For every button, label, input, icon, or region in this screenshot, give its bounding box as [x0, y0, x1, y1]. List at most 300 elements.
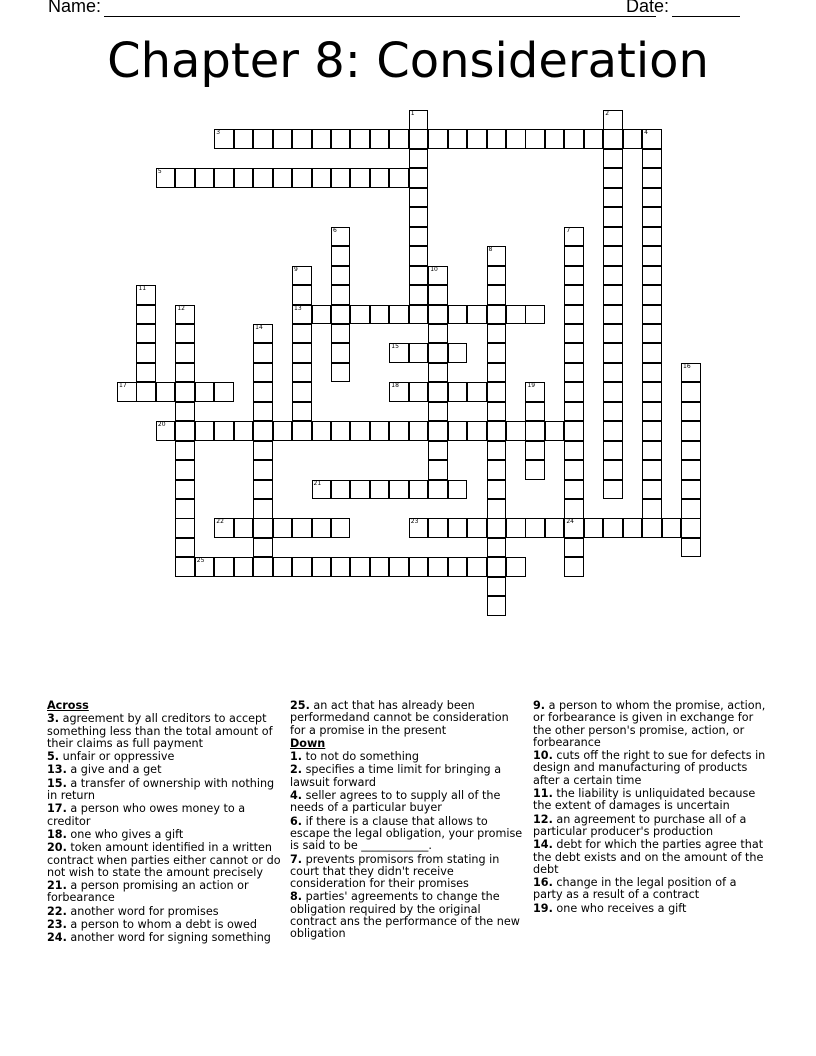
grid-cell[interactable] — [253, 129, 273, 149]
clue-text: debt for which the parties agree that the debt exists and on the amount of the debt — [533, 838, 764, 876]
grid-cell[interactable] — [331, 285, 351, 305]
grid-cell[interactable] — [292, 343, 312, 363]
grid-cell[interactable] — [603, 285, 623, 305]
grid-cell[interactable] — [409, 421, 429, 441]
grid-cell[interactable] — [603, 168, 623, 188]
grid-cell[interactable] — [564, 246, 584, 266]
grid-cell[interactable] — [292, 285, 312, 305]
grid-cell[interactable] — [545, 421, 565, 441]
grid-cell[interactable] — [175, 305, 195, 325]
grid-cell[interactable] — [292, 402, 312, 422]
grid-cell[interactable] — [214, 168, 234, 188]
clue-item — [47, 829, 283, 841]
grid-cell[interactable] — [467, 129, 487, 149]
grid-cell[interactable] — [331, 266, 351, 286]
grid-cell[interactable] — [603, 305, 623, 325]
grid-cell[interactable] — [195, 382, 215, 402]
grid-cell[interactable] — [428, 129, 448, 149]
grid-cell[interactable] — [545, 518, 565, 538]
grid-cell[interactable] — [487, 305, 507, 325]
grid-cell[interactable] — [389, 421, 409, 441]
grid-cell[interactable] — [428, 266, 448, 286]
grid-cell[interactable] — [428, 343, 448, 363]
grid-cell[interactable] — [292, 129, 312, 149]
grid-cell[interactable] — [409, 227, 429, 247]
grid-cell[interactable] — [234, 518, 254, 538]
grid-cell[interactable] — [487, 324, 507, 344]
grid-cell[interactable] — [448, 480, 468, 500]
grid-cell[interactable] — [273, 421, 293, 441]
grid-cell[interactable] — [642, 168, 662, 188]
grid-cell[interactable] — [584, 518, 604, 538]
clue-text: a transfer of ownership with nothing in return — [47, 776, 275, 803]
grid-cell[interactable] — [642, 382, 662, 402]
grid-cell[interactable] — [175, 480, 195, 500]
grid-cell[interactable] — [525, 305, 545, 325]
grid-cell[interactable] — [603, 363, 623, 383]
grid-cell[interactable] — [331, 363, 351, 383]
grid-cell[interactable] — [234, 557, 254, 577]
grid-cell[interactable] — [370, 480, 390, 500]
clue-number: 3. — [47, 712, 60, 726]
grid-cell[interactable] — [234, 421, 254, 441]
grid-cell[interactable] — [467, 421, 487, 441]
grid-cell[interactable] — [292, 266, 312, 286]
grid-cell[interactable] — [350, 168, 370, 188]
grid-cell[interactable] — [331, 168, 351, 188]
grid-cell[interactable] — [487, 480, 507, 500]
clue-text: another word for signing something — [66, 931, 271, 945]
grid-cell[interactable] — [409, 149, 429, 169]
grid-cell[interactable] — [253, 499, 273, 519]
grid-cell[interactable] — [487, 402, 507, 422]
grid-cell[interactable] — [370, 305, 390, 325]
grid-cell[interactable] — [487, 518, 507, 538]
grid-cell[interactable] — [312, 168, 332, 188]
grid-cell[interactable] — [312, 129, 332, 149]
grid-cell[interactable] — [175, 460, 195, 480]
grid-cell[interactable] — [487, 246, 507, 266]
grid-cell[interactable] — [642, 324, 662, 344]
grid-cell[interactable] — [136, 343, 156, 363]
grid-cell[interactable] — [603, 421, 623, 441]
grid-cell[interactable] — [564, 129, 584, 149]
grid-cell[interactable] — [642, 266, 662, 286]
cell-number: 20 — [157, 421, 166, 429]
grid-cell[interactable] — [312, 480, 332, 500]
grid-cell[interactable] — [681, 499, 701, 519]
clue-item — [47, 880, 283, 905]
grid-cell[interactable] — [312, 305, 332, 325]
grid-cell[interactable] — [389, 129, 409, 149]
grid-cell[interactable] — [467, 305, 487, 325]
grid-cell[interactable] — [350, 480, 370, 500]
grid-cell[interactable] — [428, 441, 448, 461]
grid-cell[interactable] — [234, 129, 254, 149]
grid-cell[interactable] — [506, 421, 526, 441]
grid-cell[interactable] — [331, 305, 351, 325]
grid-cell[interactable] — [564, 499, 584, 519]
grid-cell[interactable] — [428, 285, 448, 305]
grid-cell[interactable] — [428, 402, 448, 422]
grid-cell[interactable] — [525, 460, 545, 480]
grid-cell[interactable] — [273, 168, 293, 188]
grid-cell[interactable] — [642, 305, 662, 325]
grid-cell[interactable] — [448, 382, 468, 402]
grid-cell[interactable] — [253, 538, 273, 558]
clue-number: 18. — [47, 827, 67, 841]
grid-cell[interactable] — [525, 129, 545, 149]
grid-cell[interactable] — [506, 129, 526, 149]
grid-cell[interactable] — [603, 266, 623, 286]
grid-cell[interactable] — [681, 518, 701, 538]
grid-cell[interactable] — [175, 343, 195, 363]
grid-cell[interactable] — [662, 518, 682, 538]
grid-cell[interactable] — [331, 227, 351, 247]
grid-cell[interactable] — [564, 324, 584, 344]
grid-cell[interactable] — [681, 538, 701, 558]
grid-cell[interactable] — [525, 421, 545, 441]
grid-cell[interactable] — [253, 363, 273, 383]
grid-cell[interactable] — [545, 129, 565, 149]
grid-cell[interactable] — [564, 266, 584, 286]
grid-cell[interactable] — [525, 382, 545, 402]
grid-cell[interactable] — [603, 460, 623, 480]
grid-cell[interactable] — [292, 421, 312, 441]
grid-cell[interactable] — [136, 382, 156, 402]
grid-cell[interactable] — [428, 518, 448, 538]
cell-number: 2 — [605, 110, 610, 117]
grid-cell[interactable] — [370, 168, 390, 188]
grid-cell[interactable] — [525, 518, 545, 538]
grid-cell[interactable] — [409, 557, 429, 577]
grid-cell[interactable] — [564, 382, 584, 402]
grid-cell[interactable] — [564, 538, 584, 558]
grid-cell[interactable] — [603, 518, 623, 538]
grid-cell[interactable] — [428, 305, 448, 325]
grid-cell[interactable] — [409, 305, 429, 325]
cell-number: 16 — [683, 362, 691, 370]
clue-text: another word for promises — [66, 904, 219, 918]
grid-cell[interactable] — [214, 557, 234, 577]
grid-cell[interactable] — [642, 421, 662, 441]
clue-number: 9. — [533, 699, 546, 712]
grid-cell[interactable] — [584, 129, 604, 149]
grid-cell[interactable] — [253, 480, 273, 500]
grid-cell[interactable] — [564, 343, 584, 363]
grid-cell[interactable] — [292, 363, 312, 383]
grid-cell[interactable] — [175, 363, 195, 383]
cell-number: 18 — [391, 382, 399, 390]
grid-cell[interactable] — [175, 499, 195, 519]
grid-cell[interactable] — [389, 382, 409, 402]
grid-cell[interactable] — [370, 421, 390, 441]
grid-cell[interactable] — [331, 129, 351, 149]
cell-number: 21 — [313, 479, 322, 487]
grid-cell[interactable] — [409, 246, 429, 266]
grid-cell[interactable] — [564, 305, 584, 325]
grid-cell[interactable] — [292, 557, 312, 577]
grid-cell[interactable] — [156, 168, 176, 188]
grid-cell[interactable] — [312, 421, 332, 441]
grid-cell[interactable] — [642, 441, 662, 461]
grid-cell[interactable] — [409, 518, 429, 538]
grid-cell[interactable] — [292, 382, 312, 402]
grid-cell[interactable] — [156, 421, 176, 441]
clue-number: 16. — [533, 876, 553, 890]
grid-cell[interactable] — [642, 129, 662, 149]
grid-cell[interactable] — [487, 421, 507, 441]
grid-cell[interactable] — [175, 557, 195, 577]
grid-cell[interactable] — [603, 129, 623, 149]
grid-cell[interactable] — [603, 110, 623, 130]
cell-number: 4 — [644, 129, 648, 137]
clue-number: 10. — [533, 749, 553, 763]
grid-cell[interactable] — [448, 421, 468, 441]
grid-cell[interactable] — [292, 305, 312, 325]
clue-item — [533, 903, 769, 915]
grid-cell[interactable] — [642, 149, 662, 169]
grid-cell[interactable] — [389, 305, 409, 325]
grid-cell[interactable] — [681, 460, 701, 480]
grid-cell[interactable] — [564, 402, 584, 422]
grid-cell[interactable] — [409, 110, 429, 130]
grid-cell[interactable] — [253, 168, 273, 188]
cell-number: 11 — [138, 285, 147, 293]
grid-cell[interactable] — [487, 441, 507, 461]
grid-cell[interactable] — [331, 246, 351, 266]
grid-cell[interactable] — [409, 343, 429, 363]
grid-cell[interactable] — [506, 305, 526, 325]
grid-cell[interactable] — [564, 441, 584, 461]
grid-cell[interactable] — [681, 402, 701, 422]
grid-cell[interactable] — [409, 168, 429, 188]
grid-cell[interactable] — [642, 518, 662, 538]
grid-cell[interactable] — [623, 518, 643, 538]
grid-cell[interactable] — [603, 324, 623, 344]
grid-cell[interactable] — [292, 324, 312, 344]
grid-cell[interactable] — [487, 343, 507, 363]
grid-cell[interactable] — [428, 480, 448, 500]
grid-cell[interactable] — [214, 518, 234, 538]
grid-cell[interactable] — [409, 382, 429, 402]
grid-cell[interactable] — [603, 188, 623, 208]
grid-cell[interactable] — [214, 382, 234, 402]
grid-cell[interactable] — [642, 460, 662, 480]
grid-cell[interactable] — [175, 421, 195, 441]
grid-cell[interactable] — [350, 129, 370, 149]
grid-cell[interactable] — [273, 557, 293, 577]
grid-cell[interactable] — [603, 382, 623, 402]
grid-cell[interactable] — [642, 227, 662, 247]
grid-cell[interactable] — [409, 207, 429, 227]
grid-cell[interactable] — [448, 129, 468, 149]
grid-cell[interactable] — [312, 518, 332, 538]
clue-text: a give and a get — [66, 763, 162, 777]
grid-cell[interactable] — [331, 343, 351, 363]
grid-cell[interactable] — [467, 518, 487, 538]
grid-cell[interactable] — [487, 596, 507, 616]
grid-cell[interactable] — [603, 246, 623, 266]
grid-cell[interactable] — [117, 382, 137, 402]
grid-cell[interactable] — [487, 557, 507, 577]
grid-cell[interactable] — [487, 129, 507, 149]
grid-cell[interactable] — [448, 557, 468, 577]
cell-number: 10 — [430, 265, 438, 273]
grid-cell[interactable] — [564, 285, 584, 305]
grid-cell[interactable] — [253, 343, 273, 363]
clue-text: change in the legal position of a party as a result of a contract — [533, 876, 737, 902]
grid-cell[interactable] — [681, 382, 701, 402]
grid-cell[interactable] — [448, 518, 468, 538]
grid-cell[interactable] — [175, 538, 195, 558]
grid-cell[interactable] — [642, 402, 662, 422]
grid-cell[interactable] — [409, 480, 429, 500]
grid-cell[interactable] — [331, 557, 351, 577]
grid-cell[interactable] — [564, 363, 584, 383]
clue-text: parties' agreements to change the obligation required by the original contract ans the performance of the new obligation — [290, 890, 520, 941]
grid-cell[interactable] — [681, 480, 701, 500]
grid-cell[interactable] — [253, 518, 273, 538]
grid-cell[interactable] — [156, 382, 176, 402]
grid-cell[interactable] — [487, 538, 507, 558]
grid-cell[interactable] — [350, 305, 370, 325]
grid-cell[interactable] — [603, 402, 623, 422]
grid-cell[interactable] — [253, 460, 273, 480]
grid-cell[interactable] — [312, 557, 332, 577]
grid-cell[interactable] — [409, 188, 429, 208]
grid-cell[interactable] — [175, 168, 195, 188]
grid-cell[interactable] — [642, 343, 662, 363]
grid-cell[interactable] — [525, 441, 545, 461]
grid-cell[interactable] — [448, 305, 468, 325]
grid-cell[interactable] — [603, 441, 623, 461]
grid-cell[interactable] — [136, 305, 156, 325]
clue-text: if there is a clause that allows to escape the legal obligation, your promise is said to be ____________. — [290, 814, 523, 853]
grid-cell[interactable] — [175, 441, 195, 461]
grid-cell[interactable] — [642, 285, 662, 305]
grid-cell[interactable] — [331, 421, 351, 441]
grid-cell[interactable] — [681, 363, 701, 383]
grid-cell[interactable] — [467, 382, 487, 402]
grid-cell[interactable] — [525, 402, 545, 422]
grid-cell[interactable] — [253, 441, 273, 461]
grid-cell[interactable] — [467, 557, 487, 577]
grid-cell[interactable] — [273, 518, 293, 538]
grid-cell[interactable] — [253, 557, 273, 577]
grid-cell[interactable] — [136, 363, 156, 383]
grid-cell[interactable] — [253, 421, 273, 441]
grid-cell[interactable] — [623, 129, 643, 149]
grid-cell[interactable] — [175, 382, 195, 402]
grid-cell[interactable] — [642, 363, 662, 383]
grid-cell[interactable] — [487, 382, 507, 402]
grid-cell[interactable] — [642, 480, 662, 500]
clue-item — [290, 891, 526, 940]
grid-cell[interactable] — [428, 324, 448, 344]
grid-cell[interactable] — [564, 421, 584, 441]
grid-cell[interactable] — [409, 285, 429, 305]
grid-cell[interactable] — [389, 168, 409, 188]
grid-cell[interactable] — [292, 518, 312, 538]
grid-cell[interactable] — [487, 460, 507, 480]
grid-cell[interactable] — [370, 129, 390, 149]
grid-cell[interactable] — [409, 266, 429, 286]
grid-cell[interactable] — [350, 557, 370, 577]
grid-cell[interactable] — [506, 557, 526, 577]
grid-cell[interactable] — [564, 480, 584, 500]
grid-cell[interactable] — [487, 363, 507, 383]
grid-cell[interactable] — [389, 480, 409, 500]
grid-cell[interactable] — [214, 421, 234, 441]
grid-cell[interactable] — [370, 557, 390, 577]
grid-cell[interactable] — [487, 266, 507, 286]
grid-cell[interactable] — [175, 518, 195, 538]
grid-cell[interactable] — [389, 343, 409, 363]
grid-cell[interactable] — [564, 557, 584, 577]
grid-cell[interactable] — [428, 460, 448, 480]
cell-number: 12 — [177, 304, 185, 312]
grid-cell[interactable] — [428, 382, 448, 402]
grid-cell[interactable] — [409, 129, 429, 149]
grid-cell[interactable] — [603, 149, 623, 169]
grid-cell[interactable] — [273, 129, 293, 149]
grid-cell[interactable] — [642, 188, 662, 208]
grid-cell[interactable] — [331, 480, 351, 500]
grid-cell[interactable] — [642, 207, 662, 227]
grid-cell[interactable] — [195, 421, 215, 441]
grid-cell[interactable] — [603, 227, 623, 247]
grid-cell[interactable] — [564, 227, 584, 247]
grid-cell[interactable] — [487, 285, 507, 305]
grid-cell[interactable] — [564, 518, 584, 538]
grid-cell[interactable] — [603, 207, 623, 227]
grid-cell[interactable] — [136, 324, 156, 344]
grid-cell[interactable] — [681, 441, 701, 461]
grid-cell[interactable] — [195, 557, 215, 577]
grid-cell[interactable] — [331, 324, 351, 344]
grid-cell[interactable] — [428, 421, 448, 441]
grid-cell[interactable] — [564, 460, 584, 480]
grid-cell[interactable] — [292, 168, 312, 188]
grid-cell[interactable] — [195, 168, 215, 188]
grid-cell[interactable] — [603, 343, 623, 363]
grid-cell[interactable] — [603, 480, 623, 500]
grid-cell[interactable] — [234, 168, 254, 188]
grid-cell[interactable] — [350, 421, 370, 441]
grid-cell[interactable] — [175, 324, 195, 344]
grid-cell[interactable] — [175, 402, 195, 422]
grid-cell[interactable] — [487, 499, 507, 519]
grid-cell[interactable] — [681, 421, 701, 441]
grid-cell[interactable] — [448, 343, 468, 363]
grid-cell[interactable] — [136, 285, 156, 305]
grid-cell[interactable] — [428, 363, 448, 383]
grid-cell[interactable] — [253, 324, 273, 344]
grid-cell[interactable] — [389, 557, 409, 577]
grid-cell[interactable] — [331, 518, 351, 538]
grid-cell[interactable] — [487, 577, 507, 597]
grid-cell[interactable] — [642, 246, 662, 266]
grid-cell[interactable] — [428, 557, 448, 577]
grid-cell[interactable] — [642, 499, 662, 519]
grid-cell[interactable] — [506, 518, 526, 538]
grid-cell[interactable] — [214, 129, 234, 149]
grid-cell[interactable] — [253, 382, 273, 402]
clue-text: a person who owes money to a creditor — [47, 802, 246, 828]
grid-cell[interactable] — [253, 402, 273, 422]
clue-number: 15. — [47, 776, 67, 790]
